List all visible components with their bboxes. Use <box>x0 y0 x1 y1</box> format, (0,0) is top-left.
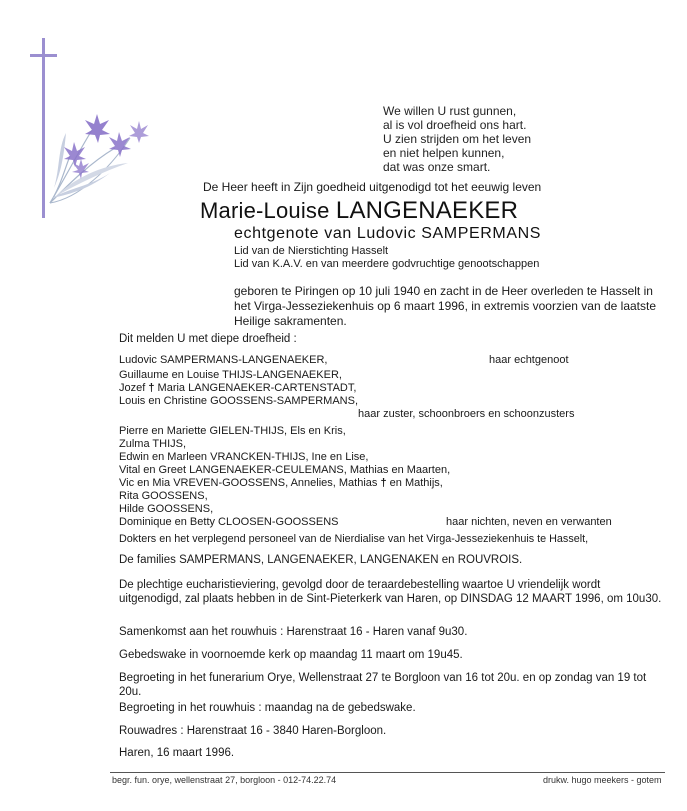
announcement: Dit melden U met diepe droefheid : <box>119 333 297 345</box>
nephews-relation: haar nichten, neven en verwanten <box>446 516 612 528</box>
poem-line: We willen U rust gunnen, <box>383 104 517 118</box>
spouse-line: echtgenote van Ludovic SAMPERMANS <box>234 225 542 242</box>
deceased-name <box>200 197 518 225</box>
nephew-line: Pierre en Mariette GIELEN-THIJS, Els en Kris, <box>119 425 346 437</box>
deceased-cross-icon: † <box>380 477 387 489</box>
place-date: Haren, 16 maart 1996. <box>119 747 235 759</box>
doctors-line: Dokters en het verplegend personeel van de Nierdialise van het Virga-Jesseziekenhuis te Hasselt, <box>119 533 589 545</box>
farewell-home-text: Begroeting in het rouwhuis : maandag na de gebedswake. <box>119 702 416 714</box>
nephew-line: Dominique en Betty CLOOSEN-GOOSSENS <box>119 516 339 528</box>
nephew-line-vreven <box>119 477 443 490</box>
deceased-cross-icon: † <box>148 382 155 394</box>
nephew-line: Edwin en Marleen VRANCKEN-THIJS, Ine en Lise, <box>119 451 369 463</box>
nephew-names: Vic en Mia VREVEN-GOOSSENS, Annelies, Mathias <box>119 477 378 489</box>
sibling-line: Guillaume en Louise THIJS-LANGENAEKER, <box>119 369 342 381</box>
siblings-relation: haar zuster, schoonbroers en schoonzusters <box>358 408 575 420</box>
poem-line: dat was onze smart. <box>383 160 491 174</box>
nephew-names: en Mathijs, <box>389 477 443 489</box>
intro-text: De Heer heeft in Zijn goedheid uitgenodigd tot het eeuwig leven <box>203 180 542 194</box>
nephew-line: Rita GOOSSENS, <box>119 490 208 502</box>
nephew-line: Hilde GOOSSENS, <box>119 503 214 515</box>
membership-line: Lid van K.A.V. en van meerdere godvruchtige genootschappen <box>234 258 540 270</box>
sibling-line: Louis en Christine GOOSSENS-SAMPERMANS, <box>119 395 359 407</box>
gathering-text: Samenkomst aan het rouwhuis : Harenstraat 16 - Haren vanaf 9u30. <box>119 626 468 638</box>
mourning-address: Rouwadres : Harenstraat 16 - 3840 Haren-Borgloon. <box>119 725 387 737</box>
families-line: De families SAMPERMANS, LANGENAEKER, LANGENAKEN en ROUVROIS. <box>119 554 523 566</box>
nephew-line: Vital en Greet LANGENAEKER-CEULEMANS, Mathias en Maarten, <box>119 464 451 476</box>
poem <box>383 104 531 174</box>
sibling-name: Maria LANGENAEKER-CARTENSTADT, <box>157 382 357 394</box>
farewell-funeral-home-text: Begroeting in het funerarium Orye, Wellenstraat 27 te Borgloon van 16 tot 20u. en op zondag van 19 tot 20u. <box>119 672 647 698</box>
husband-name: Ludovic SAMPERMANS-LANGENAEKER, <box>119 354 328 366</box>
ceremony-text: De plechtige eucharistieviering, gevolgd door de teraardebestelling waartoe U vriendelijk wordt uitgenodigd, zal plaats hebben in de Sint-Pieterkerk van Haren, op DINSDAG 12 MAART 1996, om 10u30. <box>119 579 662 605</box>
poem-line: al is vol droefheid ons hart. <box>383 118 527 132</box>
deceased-first-names: Marie-Louise <box>200 198 330 223</box>
sibling-first-name: Jozef <box>119 382 146 394</box>
prayer-vigil-text: Gebedswake in voornoemde kerk op maandag 11 maart om 19u45. <box>119 649 463 661</box>
footer-printer: drukw. hugo meekers - gotem <box>543 775 662 785</box>
deceased-surname: LANGENAEKER <box>335 197 519 224</box>
poem-line: en niet helpen kunnen, <box>383 146 505 160</box>
memberships <box>234 245 539 271</box>
birth-death-text: geboren te Piringen op 10 juli 1940 en zacht in de Heer overleden te Hasselt in het Virga-Jesseziekenhuis op 6 maart 1996, in extremis voorzien van de laatste Heilige sakramenten. <box>234 284 657 328</box>
footer-divider <box>110 772 665 773</box>
sibling-line-jozef <box>119 382 356 395</box>
cross-with-flowers-icon <box>30 38 170 218</box>
footer-undertaker: begr. fun. orye, wellenstraat 27, borgloon - 012-74.22.74 <box>112 775 337 785</box>
husband-relation: haar echtgenoot <box>489 354 569 366</box>
nephew-line: Zulma THIJS, <box>119 438 187 450</box>
membership-line: Lid van de Nierstichting Hasselt <box>234 245 389 257</box>
poem-line: U zien strijden om het leven <box>383 132 532 146</box>
